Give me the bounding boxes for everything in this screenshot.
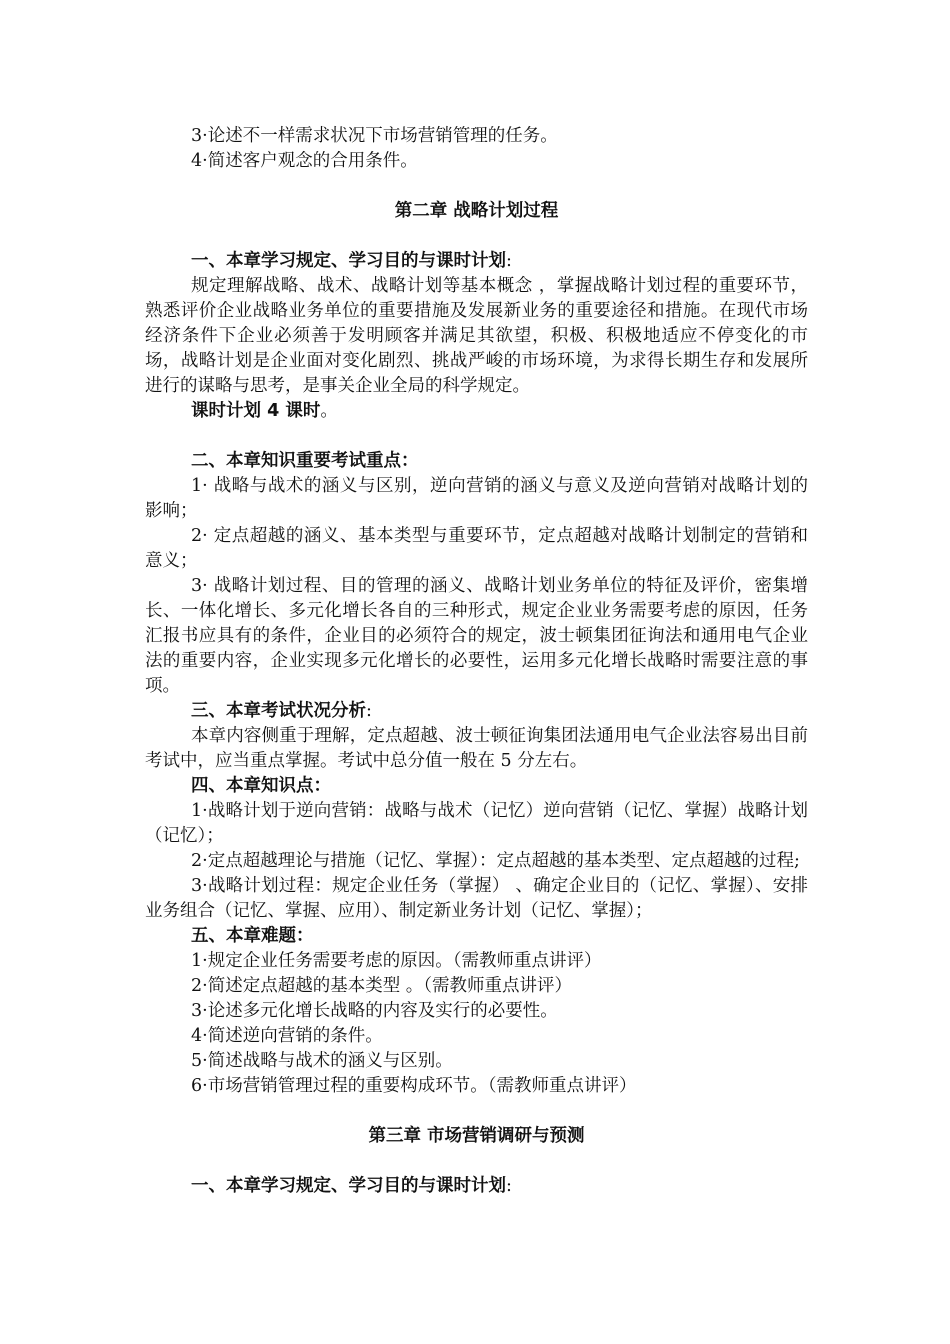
spacer [145,424,808,449]
chapter-title: 第三章 市场营销调研与预测 [368,1126,585,1146]
list-item: 6·市场营销管理过程的重要构成环节。（需教师重点讲评） [191,1076,637,1096]
section-heading-colon: : [366,701,372,721]
list-item: 3· 战略计划过程、目的管理的涵义、战略计划业务单位的特征及评价，密集增长、一体化增长、多元化增长各自的三种形式，规定企业业务需要考虑的原因，任务汇报书应具有的条件，企业目的必须符合的规定，波士顿集团征询法和通用电气企业法的重要内容，企业实现多元化增长的必要性，运用多元化增长战略时需要注意的事项。 [145,576,808,696]
hours-tail: 。 [320,401,338,421]
document-page [145,124,808,1199]
section-heading-text: 一、本章学习规定、学习目的与课时计划 [191,251,506,271]
section-heading [145,1174,808,1199]
section-heading-colon: : [506,251,512,271]
list-item: 3·战略计划过程：规定企业任务（掌握） 、确定企业目的（记忆、掌握）、安排业务组合（记忆、掌握、应用）、制定新业务计划（记忆、掌握）； [145,876,808,921]
section-heading [145,249,808,274]
list-item: 2·简述定点超越的基本类型 。（需教师重点讲评） [191,976,573,996]
section-heading: 五、本章难题： [191,926,314,946]
list-item: 3·论述多元化增长战略的内容及实行的必要性。 [191,1001,558,1021]
list-item: 1·规定企业任务需要考虑的原因。（需教师重点讲评） [191,951,602,971]
list-item: 1·战略计划于逆向营销：战略与战术（记忆）逆向营销（记忆、掌握）战略计划（记忆）； [145,801,808,846]
list-item: 4·简述逆向营销的条件。 [191,1026,383,1046]
section-heading: 四、本章知识点： [191,776,331,796]
section-heading [145,699,808,724]
section-heading-text: 三、本章考试状况分析 [191,701,366,721]
section-heading-text: 一、本章学习规定、学习目的与课时计划 [191,1176,506,1196]
hours-line [145,399,808,424]
paragraph: 本章内容侧重于理解，定点超越、波士顿征询集团法通用电气企业法容易出目前考试中，应当重点掌握。考试中总分值一般在 5 分左右。 [145,726,808,771]
list-item: 2· 定点超越的涵义、基本类型与重要环节，定点超越对战略计划制定的营销和意义； [145,526,808,571]
list-item: 5·简述战略与战术的涵义与区别。 [191,1051,453,1071]
paragraph: 规定理解战略、战术、战略计划等基本概念 ，掌握战略计划过程的重要环节，熟悉评价企业战略业务单位的重要措施及发展新业务的重要途径和措施。在现代市场经济条件下企业必须善于发明顾客并满足其欲望，积极、积极地适应不停变化的市场，战略计划是企业面对变化剧烈、挑战严峻的市场环境，为求得长期生存和发展所进行的谋略与思考，是事关企业全局的科学规定。 [145,276,808,396]
list-item: 1· 战略与战术的涵义与区别，逆向营销的涵义与意义及逆向营销对战略计划的影响； [145,476,808,521]
section-heading: 二、本章知识重要考试重点： [191,451,419,471]
list-item: 3·论述不一样需求状况下市场营销管理的任务。 [191,126,558,146]
chapter-title: 第二章 战略计划过程 [394,201,559,221]
section-heading-colon: : [506,1176,512,1196]
list-item: 2·定点超越理论与措施（记忆、掌握）：定点超越的基本类型、定点超越的过程; [191,851,800,871]
list-item: 4·简述客户观念的合用条件。 [191,151,418,171]
hours-text: 课时计划 4 课时 [191,401,321,421]
